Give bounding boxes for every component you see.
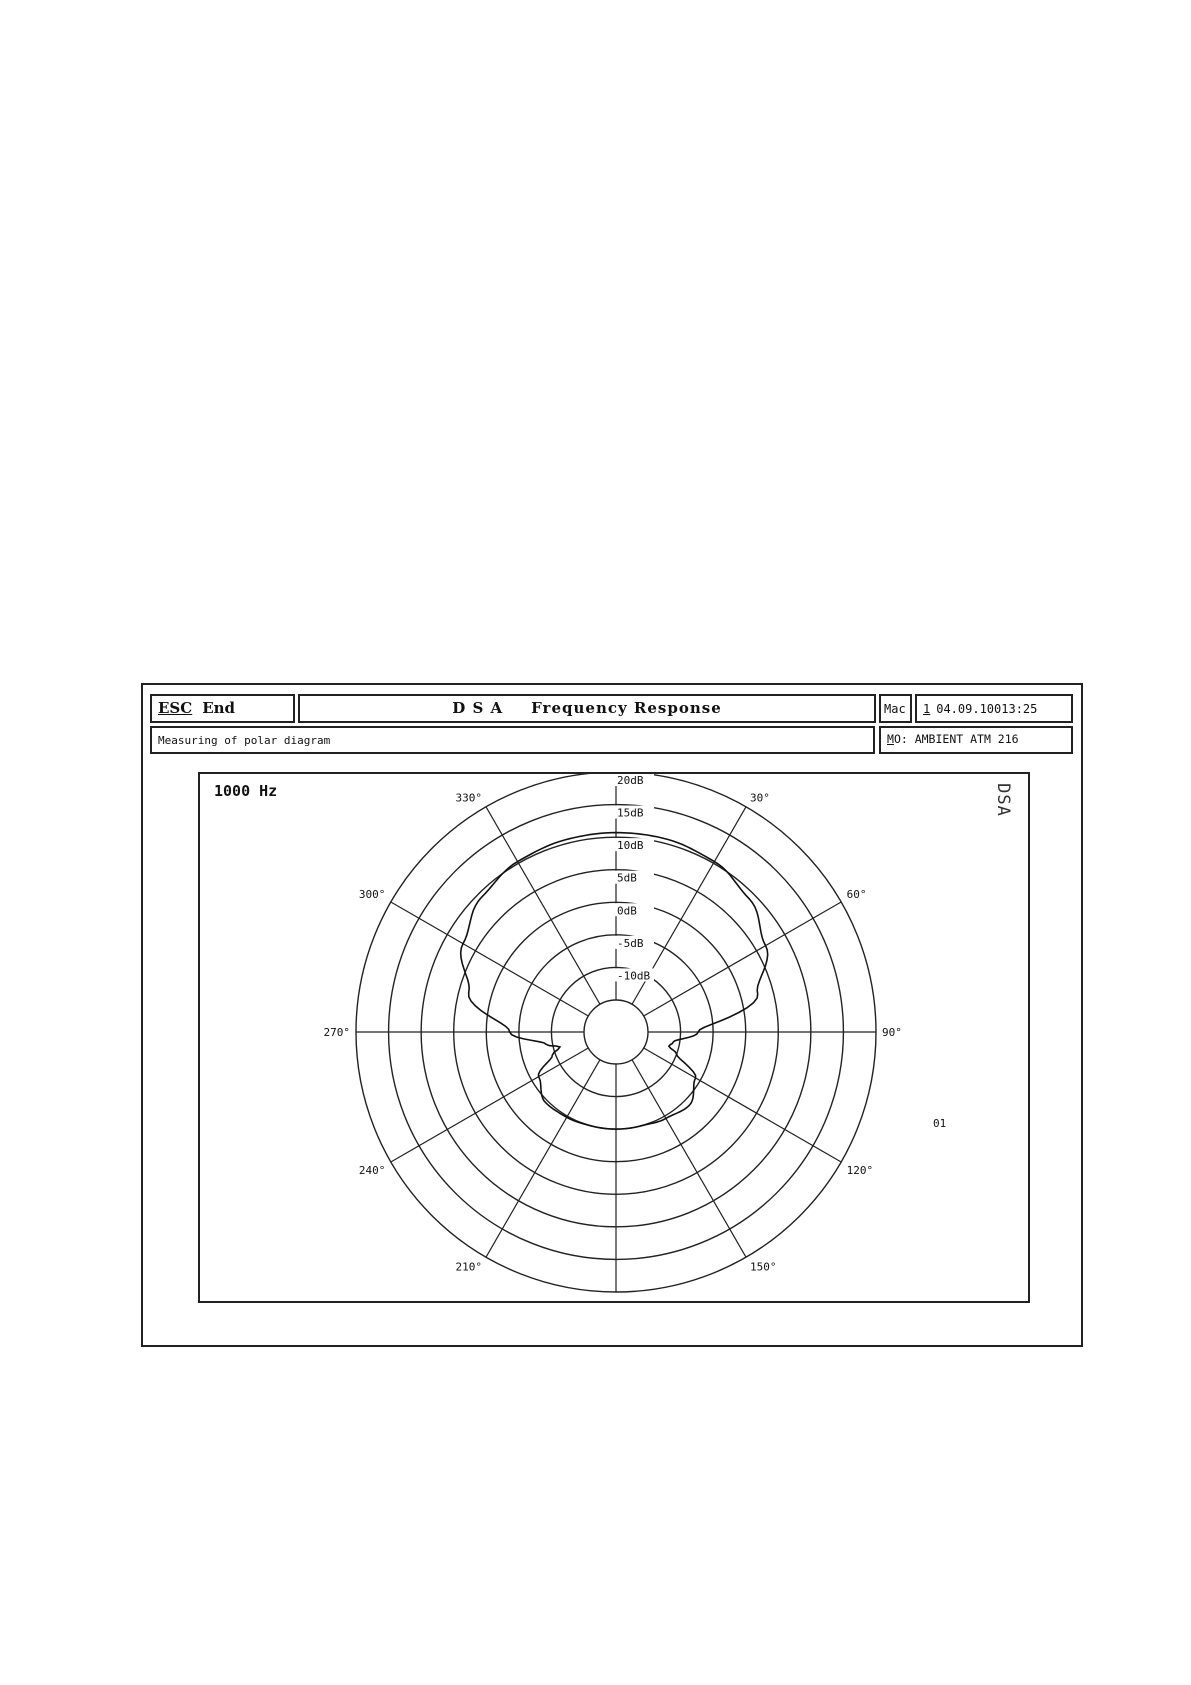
mac-indicator — [879, 694, 912, 723]
datetime-value: 04.09.10013:25 — [936, 701, 1038, 716]
measurement-window — [141, 683, 1083, 1347]
angle-label: 60° — [846, 888, 867, 901]
page-number: 01 — [933, 1117, 947, 1130]
polar-chart — [200, 774, 1028, 1301]
spoke-150 — [632, 1060, 746, 1257]
esc-end-button[interactable] — [150, 694, 295, 723]
ring-label: 10dB — [617, 839, 644, 853]
angle-label: 90° — [882, 1026, 902, 1039]
datetime-marker: 1 — [923, 701, 931, 716]
ring-label: 5dB — [617, 871, 637, 885]
title-mode: Frequency Response — [531, 699, 722, 717]
device-field — [879, 726, 1073, 754]
spoke-240 — [391, 1048, 588, 1162]
ring-label: 0dB — [617, 904, 637, 918]
angle-label: 240° — [358, 1164, 386, 1177]
angle-label: 330° — [455, 791, 482, 805]
angle-label: 150° — [750, 1260, 777, 1274]
angle-label: 30° — [750, 791, 770, 805]
title-app: D S A — [452, 699, 504, 717]
mac-label: Mac — [884, 701, 906, 716]
angle-label: 270° — [323, 1026, 350, 1039]
inner-circle — [584, 1000, 648, 1064]
angle-label: 300° — [358, 888, 386, 901]
device-name: O: AMBIENT ATM 216 — [893, 732, 1019, 747]
end-label: End — [202, 699, 236, 717]
esc-key-label: ESC — [158, 699, 193, 717]
angle-label: 120° — [846, 1164, 874, 1177]
spoke-210 — [486, 1060, 600, 1257]
angle-label: 210° — [455, 1260, 482, 1274]
ring-label: -5dB — [617, 936, 644, 950]
ring-label: -10dB — [617, 969, 651, 983]
status-message: Measuring of polar diagram — [158, 733, 331, 747]
brand-label: DSA — [993, 783, 1014, 817]
window-title — [298, 694, 876, 723]
ring-label: 15dB — [617, 806, 644, 820]
status-bar — [150, 726, 875, 754]
spoke-300 — [391, 902, 588, 1016]
polar-chart-panel — [198, 772, 1030, 1303]
ring-label: 20dB — [617, 774, 644, 787]
frequency-label: 1000 Hz — [214, 782, 278, 800]
spoke-120 — [644, 1048, 841, 1162]
datetime-display — [915, 694, 1073, 723]
spoke-60 — [644, 902, 841, 1016]
device-marker: M — [887, 732, 894, 747]
